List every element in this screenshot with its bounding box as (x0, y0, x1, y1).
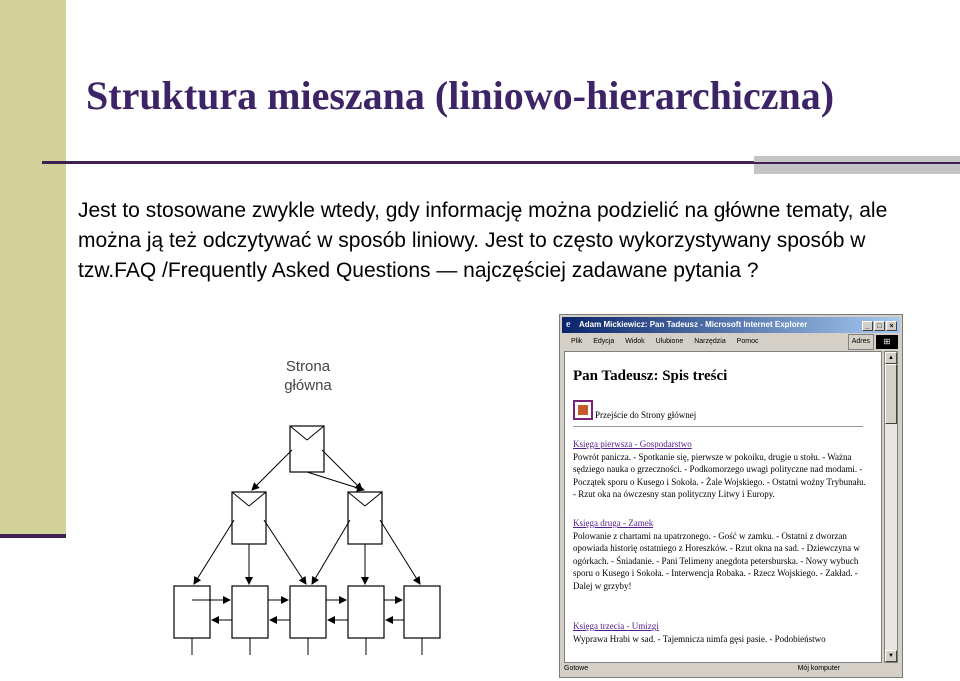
section-3-text: Wyprawa Hrabi w sad. - Tajemnicza nimfa gęsi pasie. - Podobieństwo (573, 633, 826, 644)
window-controls (862, 321, 897, 331)
scroll-thumb[interactable] (885, 364, 897, 424)
level2-node-left (232, 492, 266, 544)
level2-node-right (348, 492, 382, 544)
root-node (290, 426, 324, 472)
left-decor-line (0, 534, 66, 538)
close-button[interactable]: × (886, 321, 897, 331)
scroll-down-arrow-icon[interactable]: ▼ (885, 650, 897, 662)
title-underline-grey-block (754, 156, 960, 174)
page-heading: Pan Tadeusz: Spis treści (573, 368, 728, 384)
menu-help[interactable]: Pomoc (736, 338, 759, 345)
left-decor-band (0, 0, 66, 536)
level3-node-5 (404, 586, 440, 638)
menu-edit[interactable]: Edycja (593, 338, 615, 345)
vertical-scrollbar[interactable] (884, 351, 898, 663)
section-1-link[interactable]: Księga pierwsza - Gospodarstwo (573, 439, 692, 449)
level3-node-4 (348, 586, 384, 638)
divider (573, 426, 863, 427)
home-link[interactable]: Przejście do Strony głównej (595, 410, 697, 420)
slide-body-text: Jest to stosowane zwykle wtedy, gdy informację można podzielić na główne tematy, ale można ją też odczytywać w sposób liniowy. Jest to często wykorzystywany sposób w tzw.FAQ /Frequently Asked Questions — najczęściej zadawane pytania ? (78, 199, 888, 282)
section-2-link[interactable]: Księga druga - Zamek (573, 518, 654, 528)
browser-title-bar (562, 317, 900, 333)
address-label[interactable]: Adres (848, 334, 874, 350)
menu-file[interactable]: Plik (571, 338, 583, 345)
hierarchy-diagram-svg (130, 350, 490, 662)
slide-title: Struktura mieszana (liniowo-hierarchiczna) (86, 73, 835, 118)
hierarchy-diagram (130, 350, 490, 662)
section-2-text: Polowanie z chartami na upatrzonego. - Gość w zamku. - Ostatni z dworzan opowiada historię ostatniego z Horeszków. - Rzut okna na sad. - Dziewczyna w ogórkach. - Śniadanie. - Pani Telimeny anegdota petersburska. - Nowy wybuch sporu o Kusego i Sokoła. - Interwencja Robaka. - Rzecz Wojskiego. - Zakład. - Dalej w grzyby! (573, 530, 860, 591)
windows-logo-icon: ⊞ (876, 335, 898, 349)
status-text: Gotowe (564, 665, 589, 672)
section-3 (573, 620, 869, 645)
home-icon[interactable] (573, 400, 593, 420)
maximize-button[interactable]: □ (874, 321, 885, 331)
menu-favorites[interactable]: Ulubione (655, 338, 684, 345)
level3-node-1 (174, 586, 210, 638)
minimize-button[interactable]: _ (862, 321, 873, 331)
browser-window (559, 314, 903, 678)
title-underline (42, 161, 754, 164)
browser-content (564, 351, 882, 663)
menu-tools[interactable]: Narzędzia (694, 338, 726, 345)
section-1 (573, 438, 869, 501)
level3-node-3 (290, 586, 326, 638)
section-3-link[interactable]: Księga trzecia - Umizgi (573, 621, 659, 631)
section-2 (573, 517, 869, 592)
scroll-up-arrow-icon[interactable]: ▲ (885, 352, 897, 364)
section-1-text: Powrót panicza. - Spotkanie się, pierwsze w pokoiku, drugie u stołu. - Ważna sędziego nauka o grzeczności. - Podkomorzego uwagi polityczne nad modami. - Początek sporu o Kusego i Sokoła. - Żale Wojskiego. - Ostatni woźny Trybunału. - Rzut oka na ówczesny stan polityczny Litwy i Europy. (573, 451, 866, 499)
level3-node-2 (232, 586, 268, 638)
root-label-line1: Strona (285, 358, 331, 375)
root-label-line2: główna (284, 377, 332, 394)
ie-logo-icon: e (566, 319, 571, 330)
zone-text: Mój komputer (797, 665, 840, 672)
status-bar (562, 663, 900, 675)
browser-window-title: Adam Mickiewicz: Pan Tadeusz - Microsoft Internet Explorer (579, 320, 808, 329)
title-underline-extension (754, 162, 960, 164)
menu-view[interactable]: Widok (625, 338, 645, 345)
